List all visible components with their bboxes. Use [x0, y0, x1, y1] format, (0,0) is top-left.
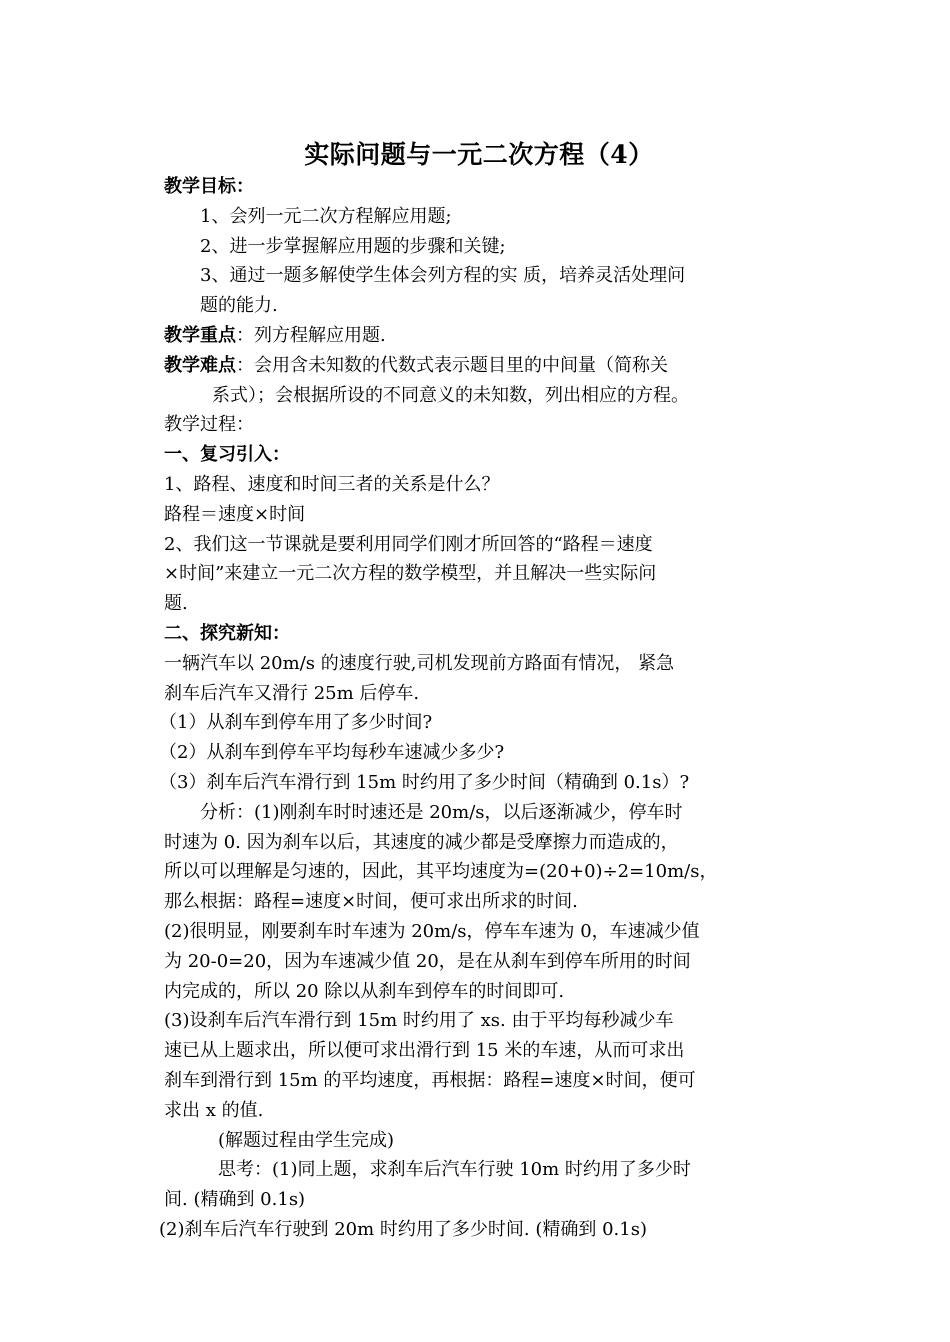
think-line: 间. (精确到 0.1s)	[164, 1189, 306, 1211]
question-item: （3）刹车后汽车滑行到 15m 时约用了多少时间（精确到 0.1s）?	[159, 771, 690, 793]
analysis-line: 为 20-0=20，因为车速减少值 20，是在从刹车到停车所用的时间	[164, 950, 691, 972]
think-line: 思考：(1)同上题，求刹车后汽车行驶 10m 时约用了多少时	[218, 1159, 691, 1181]
objective-item-continued: 题的能力.	[200, 295, 278, 317]
document-page	[159, 138, 794, 1245]
difficulty	[164, 351, 794, 381]
analysis-line: 求出 x 的值.	[164, 1099, 264, 1121]
objective-item: 3、通过一题多解使学生体会列方程的实 质，培养灵活处理问	[200, 265, 686, 287]
analysis-line: 时速为 0. 因为刹车以后，其速度的减少都是受摩擦力而造成的，	[164, 831, 679, 853]
problem-line: 刹车后汽车又滑行 25m 后停车.	[164, 682, 420, 704]
question-item: （2）从刹车到停车平均每秒车速减少多少?	[159, 742, 505, 764]
objectives-label: 教学目标：	[164, 176, 254, 197]
think-line: (2)刹车后汽车行驶到 20m 时约用了多少时间. (精确到 0.1s)	[159, 1218, 647, 1240]
analysis-line: 内完成的，所以 20 除以从刹车到停车的时间即可.	[164, 980, 565, 1002]
difficulty-text: ：会用含未知数的代数式表示题目里的中间量（简称关	[236, 354, 668, 376]
section1-line: 路程＝速度×时间	[164, 503, 306, 525]
key-point-label: 教学重点	[164, 324, 236, 346]
question-item: （1）从刹车到停车用了多少时间?	[159, 712, 433, 734]
section1-line: 1、路程、速度和时间三者的关系是什么？	[164, 473, 500, 495]
analysis-line: 那么根据：路程=速度×时间，便可求出所求的时间.	[164, 891, 578, 913]
analysis-line: (2)很明显，刚要刹车时车速为 20m/s，停车车速为 0，车速减少值	[164, 920, 700, 942]
problem-line: 一辆汽车以 20m/s 的速度行驶,司机发现前方路面有情况， 紧急	[164, 652, 675, 674]
analysis-line: 所以可以理解是匀速的，因此，其平均速度为=(20+0)÷2=10m/s，	[164, 861, 718, 883]
section1-line: 2、我们这一节课就是要利用同学们刚才所回答的“路程＝速度	[164, 533, 653, 555]
section1-heading: 一、复习引入：	[164, 444, 290, 466]
objective-item: 1、会列一元二次方程解应用题;	[200, 205, 452, 227]
analysis-line: 刹车到滑行到 15m 的平均速度，再根据：路程=速度×时间，便可	[164, 1069, 696, 1091]
analysis-line: (3)设刹车后汽车滑行到 15m 时约用了 xs. 由于平均每秒减少车	[164, 1010, 674, 1032]
analysis-line: 分析：(1)刚刹车时时速还是 20m/s，以后逐渐减少，停车时	[200, 801, 683, 823]
key-point-text: ：列方程解应用题.	[236, 324, 386, 346]
section1-line: ×时间”来建立一元二次方程的数学模型，并且解决一些实际问	[164, 563, 657, 585]
key-point	[164, 321, 794, 351]
document-title: 实际问题与一元二次方程（4）	[304, 140, 654, 169]
solution-note: (解题过程由学生完成)	[218, 1129, 395, 1151]
section1-line: 题.	[164, 593, 188, 615]
difficulty-continued: 系式）；会根据所设的不同意义的未知数，列出相应的方程。	[212, 384, 689, 406]
difficulty-label: 教学难点	[164, 354, 236, 376]
analysis-line: 速已从上题求出，所以便可求出滑行到 15 米的车速，从而可求出	[164, 1040, 685, 1062]
section2-heading: 二、探究新知：	[164, 622, 290, 644]
process-label: 教学过程：	[164, 414, 254, 436]
objective-item: 2、进一步掌握解应用题的步骤和关键;	[200, 235, 506, 257]
